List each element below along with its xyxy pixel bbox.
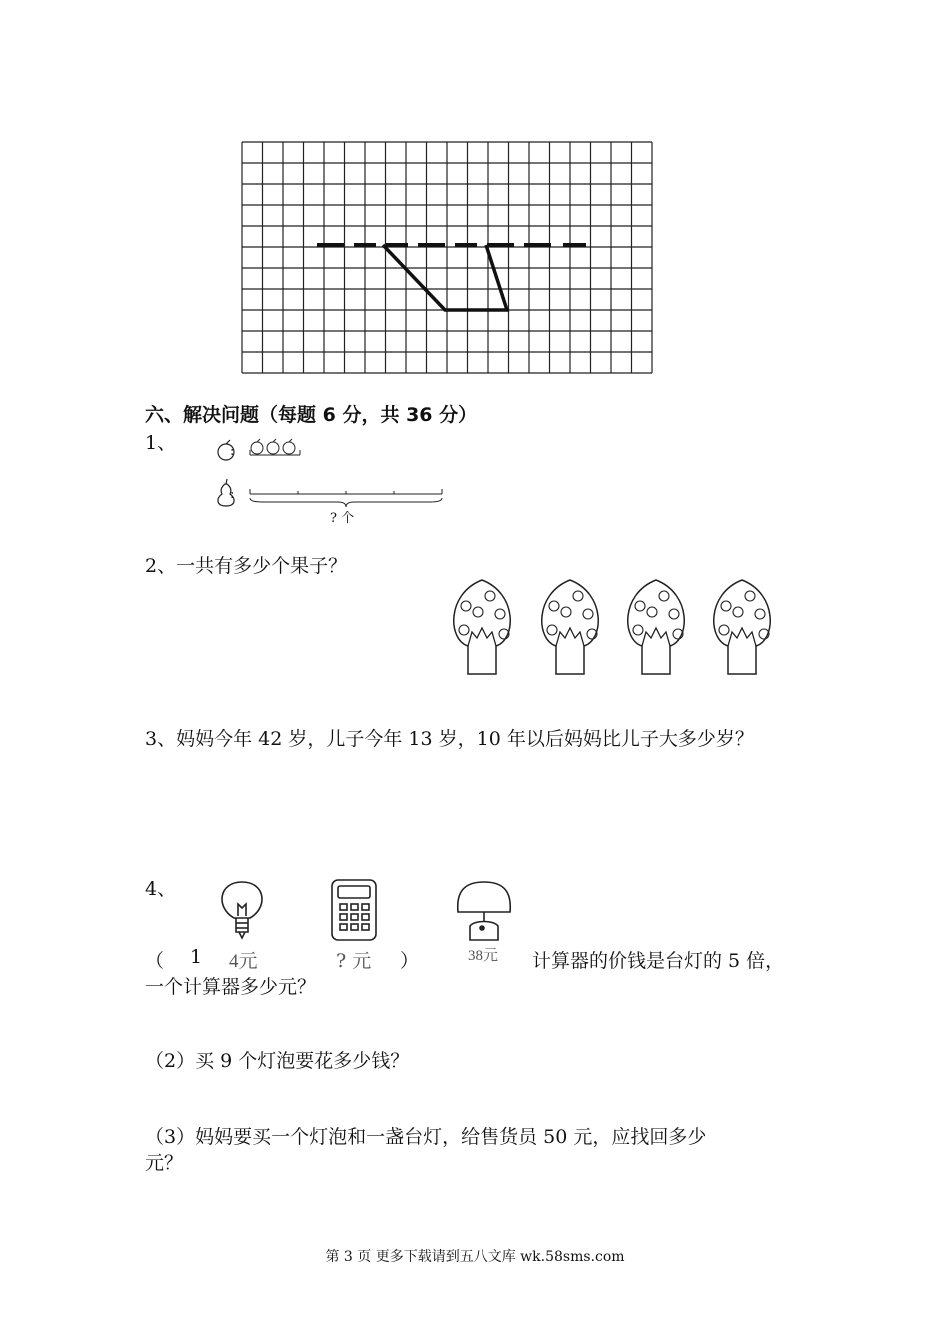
subquestion-1-line2: 一个计算器多少元？ — [145, 976, 317, 998]
brace — [250, 498, 442, 507]
unknown-count-label: ? 个 — [330, 511, 355, 526]
pear-colon: : — [230, 487, 235, 502]
subquestion-3-line1: （3）妈妈要买一个灯泡和一盏台灯，给售货员 50 元，应找回多少 — [145, 1126, 707, 1148]
fruit-tree-icon — [628, 580, 684, 674]
fruit-tree-icon — [714, 580, 770, 674]
grid-figure — [240, 140, 654, 376]
subquestion-1-number: 1 — [190, 946, 203, 968]
q3-question: 3、妈妈今年 42 岁，儿子今年 13 岁，10 年以后妈妈比儿子大多少岁？ — [145, 728, 754, 750]
fruit-tree-icon — [542, 580, 598, 674]
calculator-price: ? 元 — [336, 950, 372, 972]
q4-number: 4、 — [145, 878, 177, 900]
calculator-icon — [332, 880, 376, 940]
bulb-price: 4元 — [229, 951, 258, 972]
apple-row — [250, 439, 300, 455]
paren-open: （ — [145, 950, 165, 972]
subquestion-2: （2）买 9 个灯泡要花多少钱？ — [145, 1050, 410, 1072]
subquestion-3-line2: 元？ — [145, 1152, 184, 1174]
page-footer: 第 3 页 更多下载请到五八文库 wk.58sms.com — [325, 1249, 625, 1265]
lightbulb-icon — [222, 882, 262, 938]
subquestion-1-line1: 计算器的价钱是台灯的 5 倍， — [532, 950, 785, 972]
q4-items — [212, 876, 522, 946]
fruit-trees — [444, 574, 784, 680]
lamp-price: 38元 — [468, 948, 499, 964]
section-title: 六、解决问题（每题 6 分，共 36 分） — [145, 404, 478, 426]
q1-number: 1、 — [145, 432, 177, 454]
paren-close: ） — [400, 950, 420, 972]
pear-bar — [250, 489, 442, 507]
desk-lamp-icon — [458, 882, 511, 940]
q2-question: 2、一共有多少个果子？ — [145, 555, 348, 577]
apple-colon: : — [230, 444, 235, 459]
fruit-tree-icon — [454, 580, 510, 674]
